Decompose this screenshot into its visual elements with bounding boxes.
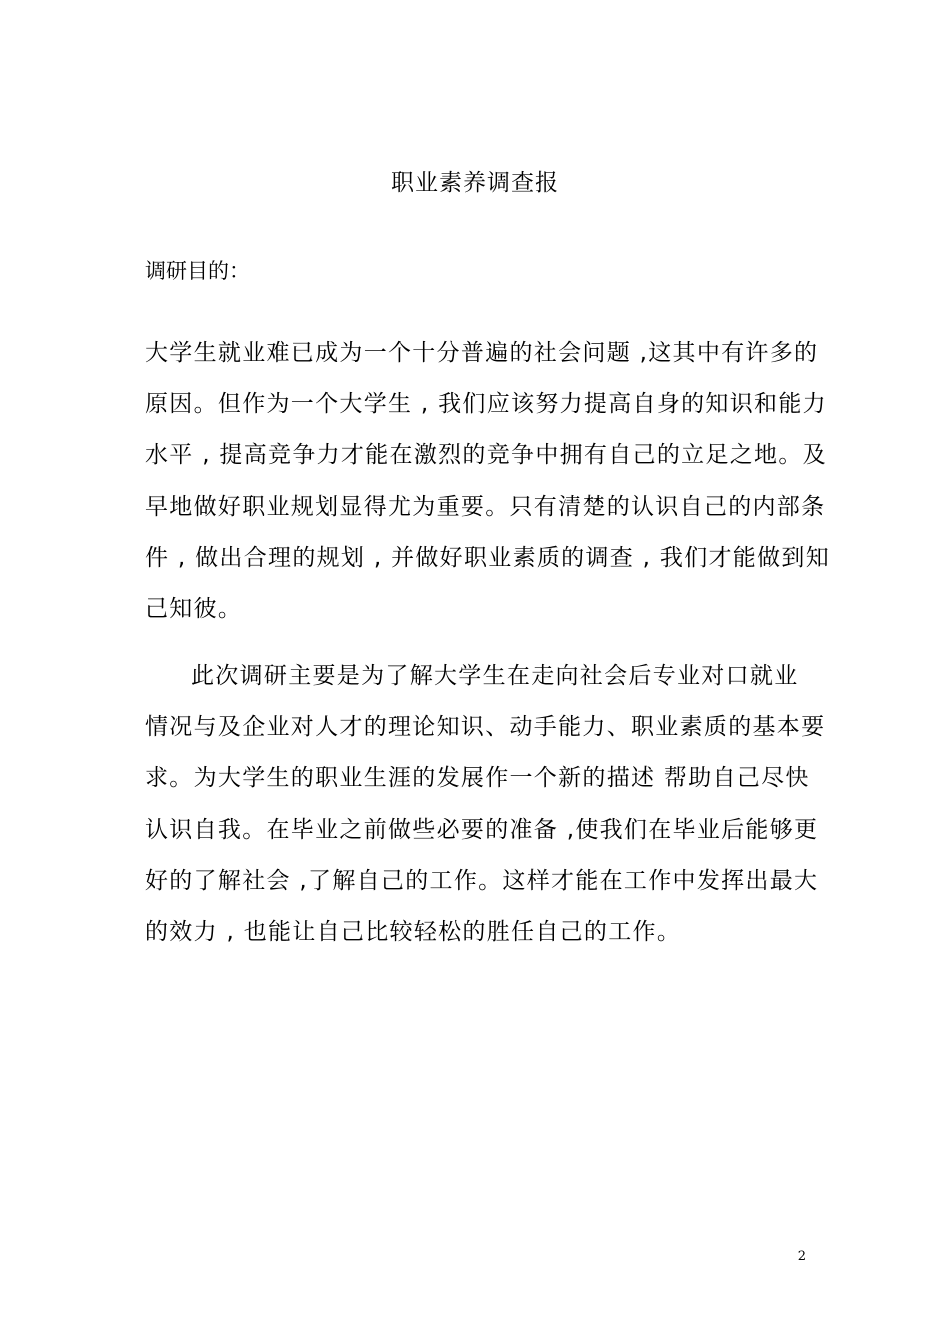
- paragraph-line: 己知彼。: [145, 596, 243, 623]
- paragraph-line: 件 , 做出合理的规划 , 并做好职业素质的调查 , 我们才能做到知: [145, 544, 830, 571]
- paragraph-line: 原因。但作为一个大学生 , 我们应该努力提高自身的知识和能力: [145, 391, 827, 418]
- paragraph-line: 认识自我。在毕业之前做些必要的准备 ,使我们在毕业后能够更: [145, 816, 819, 843]
- paragraph-research-aim: [145, 651, 826, 958]
- document-title: 职业素养调查报: [391, 170, 559, 196]
- paragraph-purpose: [145, 328, 830, 635]
- paragraph-line: 情况与及企业对人才的理论知识、动手能力、职业素质的基本要: [145, 714, 826, 741]
- paragraph-line: 早地做好职业规划显得尤为重要。只有清楚的认识自己的内部条: [145, 493, 826, 520]
- paragraph-line: 好的了解社会 ,了解自己的工作。这样才能在工作中发挥出最大: [145, 867, 819, 894]
- paragraph-line: 此次调研主要是为了解大学生在走向社会后专业对口就业: [191, 663, 799, 689]
- section-label: 调研目的：: [145, 259, 250, 283]
- paragraph-line: 水平 , 提高竞争力才能在激烈的竞争中拥有自己的立足之地。及: [145, 442, 827, 469]
- page-number: 2: [797, 1249, 806, 1264]
- paragraph-line: 的效力 , 也能让自己比较轻松的胜任自己的工作。: [145, 919, 682, 946]
- paragraph-line: 大学生就业难已成为一个十分普遍的社会问题 ,这其中有许多的: [145, 340, 819, 366]
- paragraph-line: 求。为大学生的职业生涯的发展作一个新的描述 帮助自己尽快: [145, 765, 810, 792]
